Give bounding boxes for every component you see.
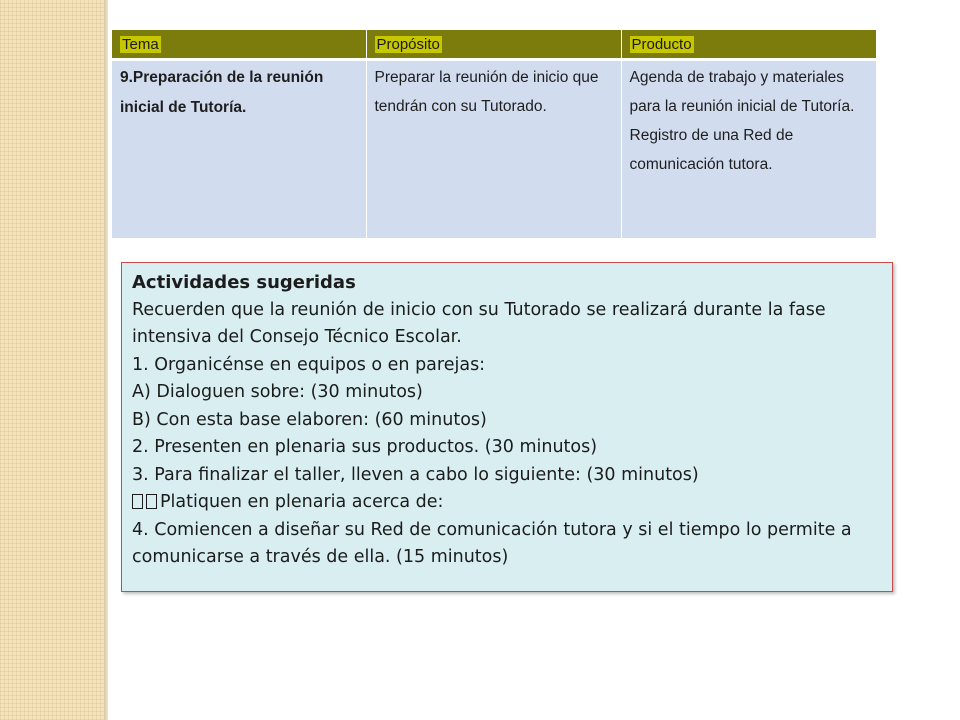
cell-tema: 9.Preparación de la reunión inicial de Tutoría. <box>112 60 366 239</box>
table-row <box>112 60 876 239</box>
topic-table <box>112 30 876 238</box>
activity-line: 4. Comiencen a diseñar su Red de comunicación tutora y si el tiempo lo permite a comunicarse a través de ella. (15 minutos) <box>132 519 852 567</box>
table-header-row <box>112 30 876 60</box>
producto-line: Agenda de trabajo y materiales <box>629 69 845 86</box>
missing-glyph-icon <box>146 494 157 509</box>
header-tema: Tema <box>112 30 366 60</box>
activity-line: 1. Organicénse en equipos o en parejas: <box>132 354 486 375</box>
cell-producto <box>621 60 876 239</box>
cell-proposito: Preparar la reunión de inicio que tendrán con su Tutorado. <box>366 60 621 239</box>
decorative-side-strip <box>0 0 104 720</box>
header-producto: Producto <box>621 30 876 60</box>
producto-line: Registro de una Red de comunicación tutora. <box>629 127 794 173</box>
activity-line: B) Con esta base elaboren: (60 minutos) <box>132 409 487 430</box>
activity-line: 3. Para finalizar el taller, lleven a cabo lo siguiente: (30 minutos) <box>132 464 699 485</box>
activity-line-with-glyphs: Platiquen en plenaria acerca de: <box>132 489 884 517</box>
header-proposito: Propósito <box>366 30 621 60</box>
activities-box <box>121 262 893 592</box>
activities-title: Actividades sugeridas <box>132 272 356 293</box>
activity-line: 2. Presenten en plenaria sus productos. (30 minutos) <box>132 437 598 457</box>
activities-intro: Recuerden que la reunión de inicio con su Tutorado se realizará durante la fase intensiva del Consejo Técnico Escolar. <box>132 299 826 347</box>
producto-line: para la reunión inicial de Tutoría. <box>629 98 855 115</box>
side-strip-edge <box>104 0 108 720</box>
missing-glyph-icon <box>132 494 143 509</box>
activity-line: A) Dialoguen sobre: (30 minutos) <box>132 382 423 402</box>
